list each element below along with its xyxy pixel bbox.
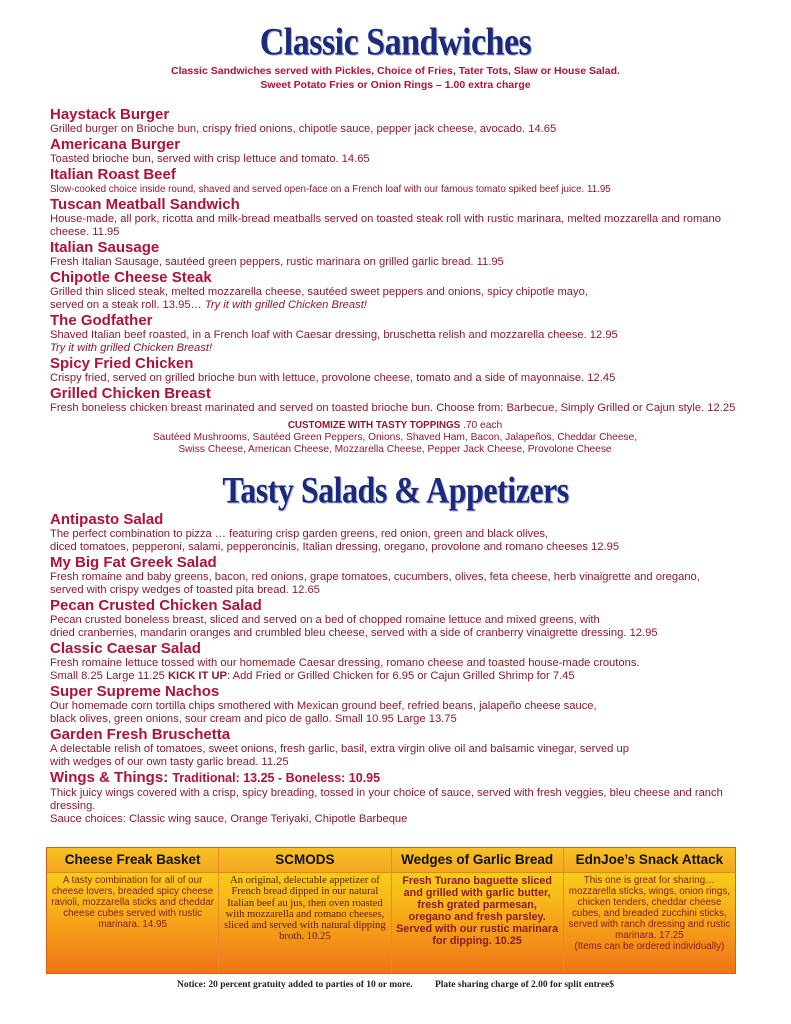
item-name: Garden Fresh Bruschetta	[50, 726, 231, 743]
box-description: This one is great for sharing… mozzarella sticks, wings, onion rings, chicken tenders, cheddar cheese cubes, and breaded zucchini sticks, served with ranch dressing and rustic marinara. 17.25	[568, 875, 731, 941]
salads-title: Tasty Salads & Appetizers	[222, 469, 569, 511]
box-note: (Items can be ordered individually)	[574, 941, 725, 952]
box-description: An original, delectable appetizer of French bread dipped in our natural Italian beef au jus, then oven roasted with mozzarella and romano cheeses, sliced and served with natural dipping broth. 10.25	[224, 875, 386, 943]
item-description: Thick juicy wings covered with a crisp, spicy breading, tossed in your choice of sauce, served with fresh veggies, bleu cheese and ranch dressing.	[50, 787, 723, 812]
item-description-line2: dried cranberries, mandarin oranges and crumbled bleu cheese, served with a side of cranberry vinaigrette dressing. 12.95	[50, 627, 658, 639]
item-description: The perfect combination to pizza … featuring crisp garden greens, red onion, green and black olives,	[50, 528, 549, 540]
salad-list	[50, 511, 750, 826]
menu-item	[50, 385, 750, 415]
item-name-row	[50, 769, 750, 787]
item-description: Toasted brioche bun, served with crisp lettuce and tomato. 14.65	[50, 153, 370, 165]
menu-item	[50, 166, 750, 196]
appetizer-boxes	[46, 847, 736, 974]
item-name: Antipasto Salad	[50, 511, 164, 528]
item-name: The Godfather	[50, 312, 153, 329]
item-description: Shaved Italian beef roasted, in a French loaf with Caesar dressing, bruschetta relish and mozzarella cheese. 12.95	[50, 329, 618, 341]
customize-price: .70 each	[463, 420, 503, 431]
item-name: Haystack Burger	[50, 106, 170, 123]
box-title: EdnJoe’s Snack Attack	[564, 848, 735, 873]
menu-item	[50, 597, 750, 640]
menu-item	[50, 269, 750, 312]
item-description: Fresh romaine lettuce tossed with our homemade Caesar dressing, romano cheese and toasted house-made croutons.	[50, 657, 640, 669]
item-description: House-made, all pork, ricotta and milk-bread meatballs served on toasted steak roll with rustic marinara, melted mozzarella and romano cheese. 11.95	[50, 213, 721, 238]
sandwich-list	[50, 106, 750, 415]
item-description: Fresh Italian Sausage, sautéed green peppers, rustic marinara on grilled garlic bread. 11.95	[50, 256, 504, 268]
item-name: Grilled Chicken Breast	[50, 385, 211, 402]
menu-item	[50, 683, 750, 726]
toppings-list-2: Swiss Cheese, American Cheese, Mozzarella Cheese, Pepper Jack Cheese, Provolone Cheese	[178, 444, 612, 455]
item-description-line2: with wedges of our own tasty garlic bread. 11.25	[50, 756, 289, 768]
item-description: Crispy fried, served on grilled brioche bun with lettuce, provolone cheese, tomato and a side of mayonnaise. 12.45	[50, 372, 616, 384]
menu-item	[50, 136, 750, 166]
item-description-line2: black olives, green onions, sour cream and pico de gallo. Small 10.95 Large 13.75	[50, 713, 457, 725]
sauce-choices: Sauce choices: Classic wing sauce, Orange Teriyaki, Chipotle Barbeque	[50, 813, 408, 825]
item-description: Fresh romaine and baby greens, bacon, red onions, grape tomatoes, cucumbers, olives, feta cheese, herb vinaigrette and oregano,	[50, 571, 700, 583]
appetizer-box-snack-attack	[564, 848, 735, 973]
item-note: Try it with grilled Chicken Breast!	[204, 299, 367, 311]
item-name: My Big Fat Greek Salad	[50, 554, 217, 571]
menu-item	[50, 640, 750, 683]
box-description: Fresh Turano baguette sliced and grilled with garlic butter, fresh grated parmesan, oregano and fresh parsley. Served with our rustic marinara for dipping. 10.25	[396, 875, 559, 947]
toppings-list-1: Sautéed Mushrooms, Sautéed Green Peppers, Onions, Shaved Ham, Bacon, Jalapeños, Cheddar Cheese,	[152, 432, 638, 443]
item-description-line2: served with crispy wedges of toasted pita bread. 12.65	[50, 584, 320, 596]
box-description-wrap	[568, 875, 731, 952]
customize-label: CUSTOMIZE WITH TASTY TOPPINGS	[287, 420, 461, 431]
menu-item	[50, 239, 750, 269]
menu-item	[50, 355, 750, 385]
wings-prices: Traditional: 13.25 - Boneless: 10.95	[172, 771, 381, 785]
menu-item	[50, 726, 750, 769]
item-description: Grilled thin sliced steak, melted mozzarella cheese, sautéed sweet peppers and onions, spicy chipotle mayo,	[50, 286, 588, 298]
item-description-line2: diced tomatoes, pepperoni, salami, pepperoncinis, Italian dressing, oregano, provolone and romano cheeses 12.95	[50, 541, 620, 553]
kick-it-up-label: KICK IT UP	[167, 670, 228, 682]
item-description-line2	[50, 670, 750, 683]
menu-item	[50, 511, 750, 554]
item-name: Italian Sausage	[50, 239, 160, 256]
customize-toppings	[50, 420, 740, 456]
item-description: Pecan crusted boneless breast, sliced and served on a bed of chopped romaine lettuce and mixed greens, with	[50, 614, 600, 626]
sharing-notice: Plate sharing charge of 2.00 for split entree$	[434, 980, 615, 990]
box-title: Wedges of Garlic Bread	[392, 848, 563, 873]
item-description: A delectable relish of tomatoes, sweet onions, fresh garlic, basil, extra virgin olive oil and balsamic vinegar, served up	[50, 743, 629, 755]
menu-item	[50, 554, 750, 597]
item-name: Classic Caesar Salad	[50, 640, 201, 657]
item-description: Fresh boneless chicken breast marinated and served on toasted brioche bun. Choose from: Barbecue, Simply Grilled or Cajun style. 12.25	[50, 402, 736, 414]
item-description: Grilled burger on Brioche bun, crispy fried onions, chipotle sauce, pepper jack cheese, avocado. 14.65	[50, 123, 557, 135]
item-description: Our homemade corn tortilla chips smothered with Mexican ground beef, refried beans, jalapeño cheese sauce,	[50, 700, 597, 712]
sandwiches-subtitle-1: Classic Sandwiches served with Pickles, Choice of Fries, Tater Tots, Slaw or House Salad.	[171, 65, 620, 77]
appetizer-box-scmods	[219, 848, 391, 973]
gratuity-notice: Notice: 20 percent gratuity added to parties of 10 or more.	[176, 980, 413, 990]
item-name: Wings & Things:	[50, 769, 169, 786]
item-name: Americana Burger	[50, 136, 181, 153]
item-name: Chipotle Cheese Steak	[50, 269, 212, 286]
item-description: Slow-cooked choice inside round, shaved and served open-face on a French loaf with our famous tomato spiked beef juice. 11.95	[50, 184, 611, 195]
item-name: Spicy Fried Chicken	[50, 355, 194, 372]
menu-item	[50, 769, 750, 826]
box-title: Cheese Freak Basket	[47, 848, 218, 873]
box-description: A tasty combination for all of our cheese lovers, breaded spicy cheese ravioli, mozzarella sticks and cheddar cheese cubes served with rustic marinara. 14.95	[51, 875, 215, 930]
item-name: Italian Roast Beef	[50, 166, 176, 183]
menu-item	[50, 106, 750, 136]
appetizer-box-garlic-bread	[392, 848, 564, 973]
menu-item	[50, 312, 750, 355]
item-description-line2	[50, 299, 750, 312]
menu-item	[50, 196, 750, 239]
item-name: Super Supreme Nachos	[50, 683, 220, 700]
caesar-sizes: Small 8.25 Large 11.25	[50, 670, 165, 682]
sandwiches-subtitle-2: Sweet Potato Fries or Onion Rings – 1.00 extra charge	[260, 79, 531, 91]
box-title: SCMODS	[219, 848, 390, 873]
item-note: Try it with grilled Chicken Breast!	[50, 342, 213, 354]
item-name: Pecan Crusted Chicken Salad	[50, 597, 262, 614]
appetizer-box-cheese-freak	[47, 848, 219, 973]
sandwiches-title: Classic Sandwiches	[259, 21, 532, 64]
kick-it-up-text: : Add Fried or Grilled Chicken for 6.95 or Cajun Grilled Shrimp for 7.45	[227, 670, 575, 682]
notice-footer	[0, 980, 791, 990]
item-description-text: served on a steak roll. 13.95…	[50, 299, 202, 311]
item-name: Tuscan Meatball Sandwich	[50, 196, 240, 213]
